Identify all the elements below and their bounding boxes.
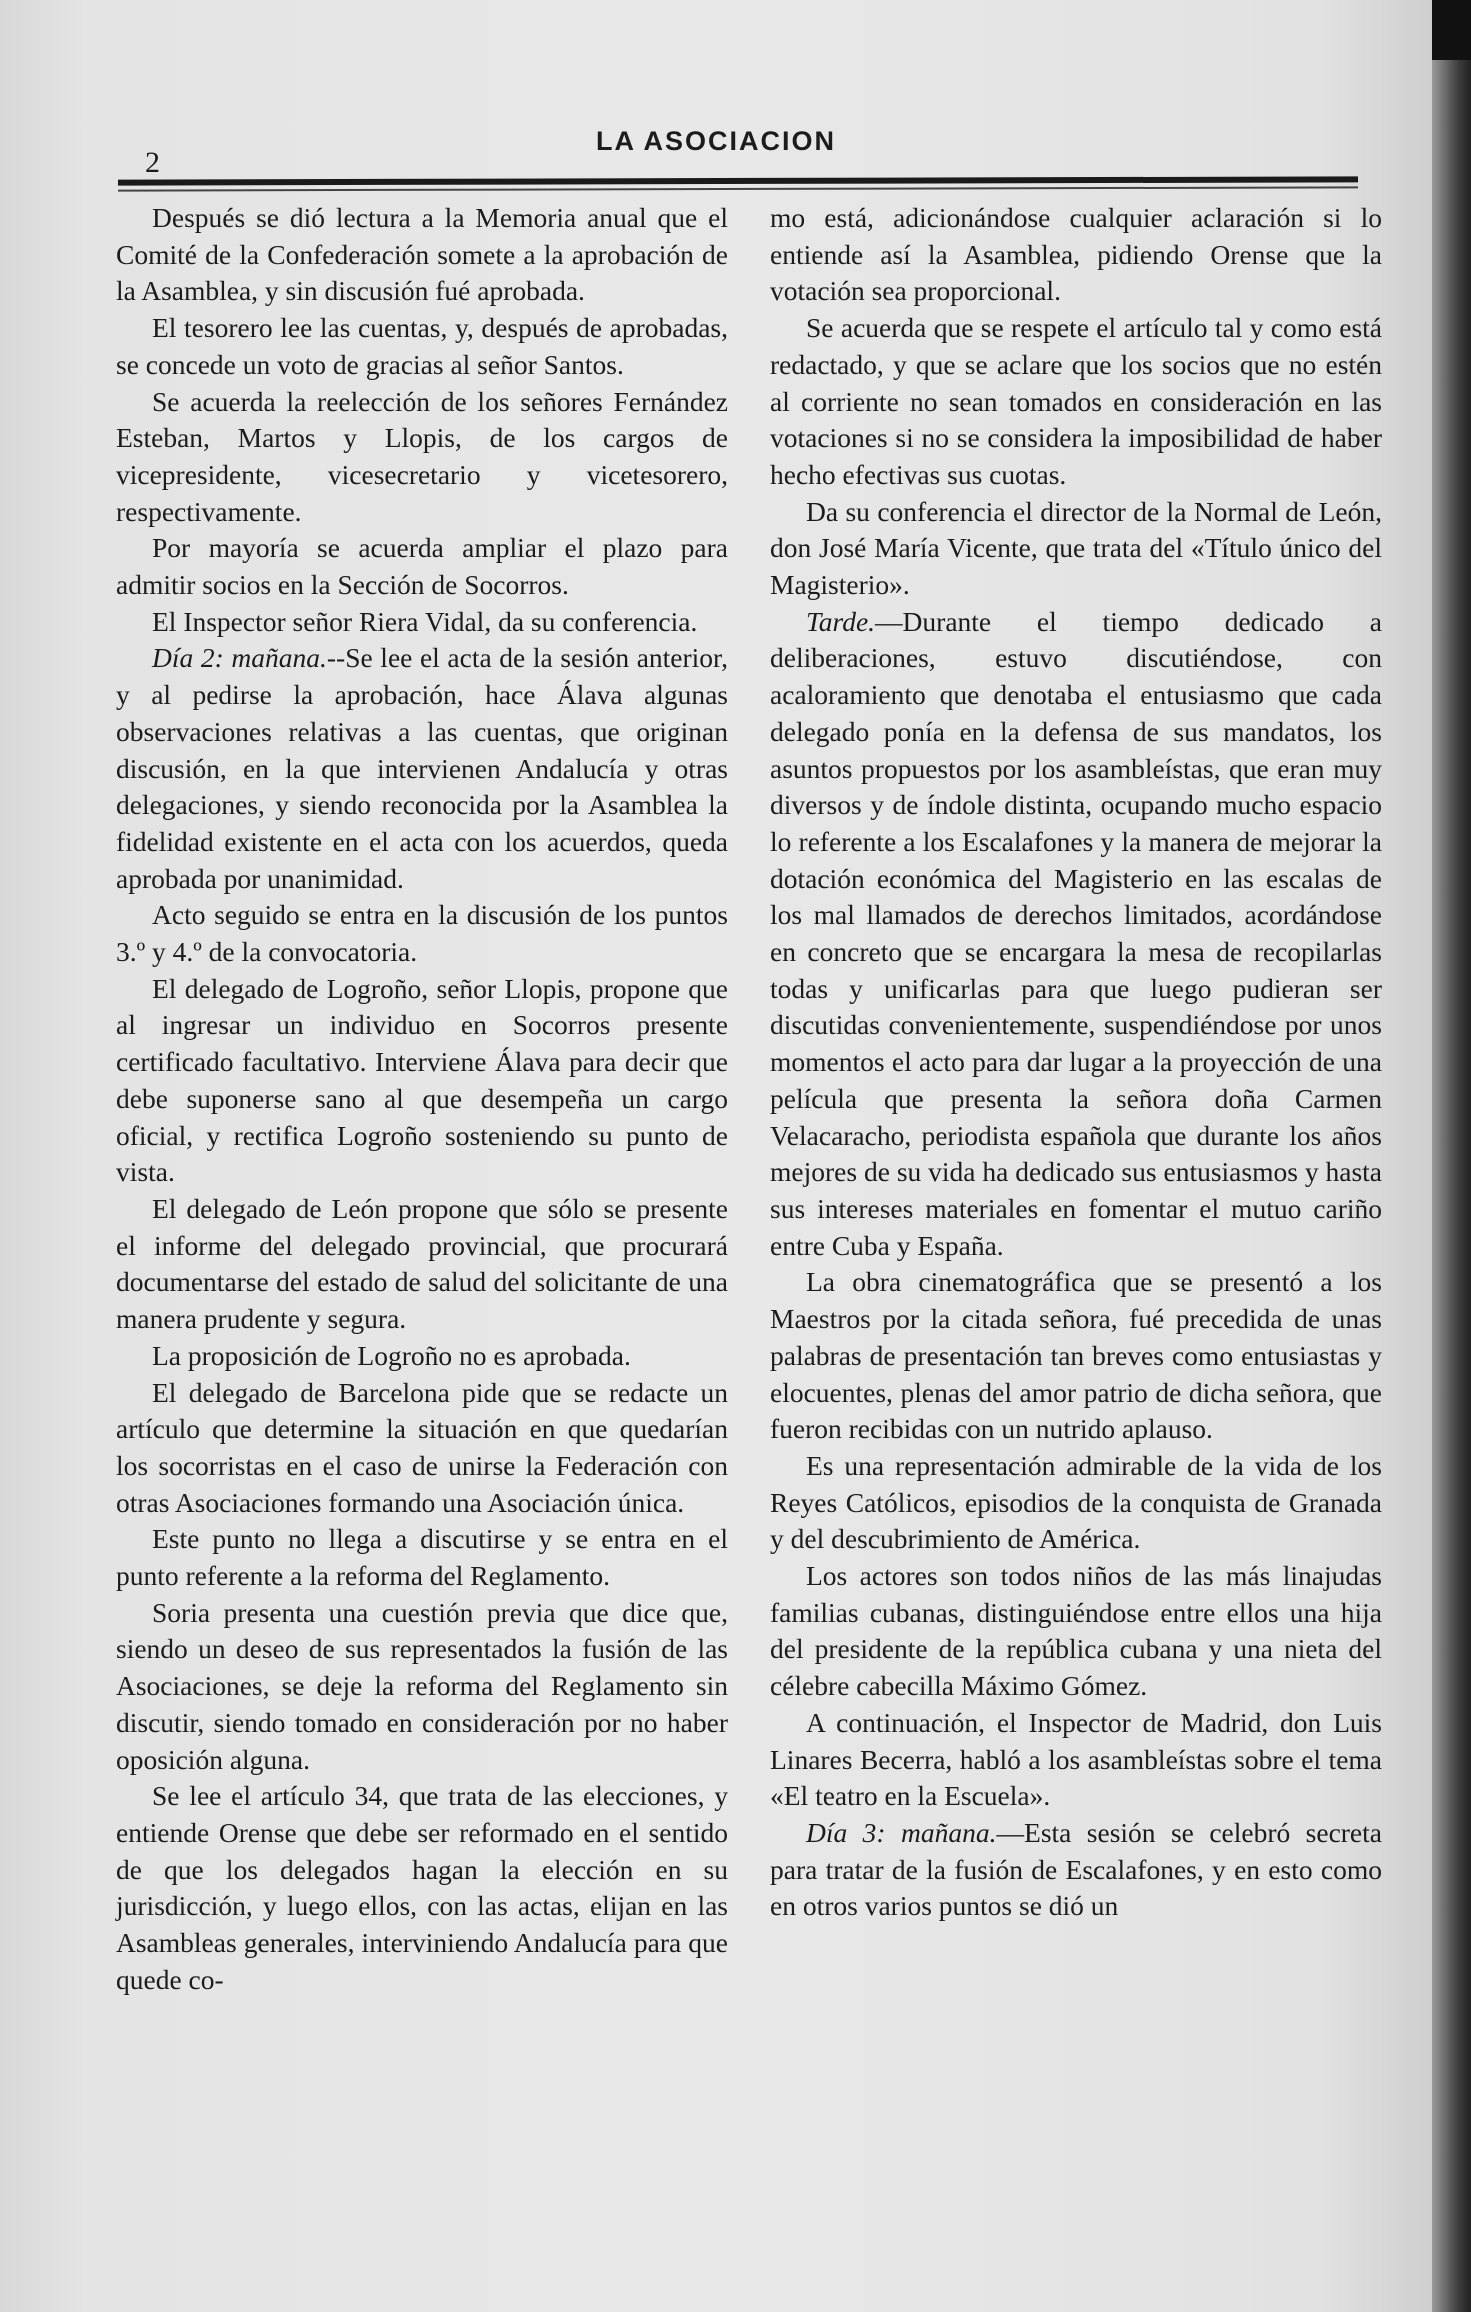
page-number: 2 — [145, 146, 160, 179]
header-rule — [118, 176, 1358, 185]
paragraph: El delegado de Barcelona pide que se redacte un artículo que determine la situación en que quedarían los socorristas en el caso de unirse la Federación con otras Asociaciones formando una Asociación única. — [116, 1376, 728, 1518]
paragraph: El tesorero lee las cuentas, y, después de aprobadas, se concede un voto de gracias al señor Santos. — [116, 312, 728, 380]
paragraph: Se acuerda la reelección de los señores Fernández Esteban, Martos y Llopis, de los cargos de vicepresidente, vicesecretario y vicetesorero, respectivamente. — [116, 385, 728, 527]
paragraph: Después se dió lectura a la Memoria anual que el Comité de la Confederación somete a la aprobación de la Asamblea, y sin discusión fué aprobada. — [116, 202, 728, 307]
paragraph-text: —Esta sesión se celebró secreta para tratar de la fusión de Escalafones, y en esto como en otros varios puntos se dió un — [770, 1816, 1382, 1922]
paragraph: El delegado de León propone que sólo se presente el informe del delegado provincial, que procurará documentarse del estado de salud del solicitante de una manera prudente y segura. — [116, 1192, 728, 1335]
right-column — [770, 200, 1382, 1925]
paragraph — [116, 640, 728, 897]
paragraph: Da su conferencia el director de la Normal de León, don José María Vicente, que trata del «Título único del Magisterio». — [770, 495, 1382, 601]
paragraph: El delegado de Logroño, señor Llopis, propone que al ingresar un individuo en Socorros presente certificado facultativo. Interviene Álava para decir que debe suponerse sano al que desempeña un cargo oficial, y rectifica Logroño sosteniendo su punto de vista. — [116, 972, 728, 1188]
paragraph: Acto seguido se entra en la discusión de los puntos 3.º y 4.º de la convocatoria. — [116, 899, 728, 968]
paragraph: Por mayoría se acuerda ampliar el plazo para admitir socios en la Sección de Socorros. — [116, 532, 728, 601]
paragraph-continued: mo está, adicionándose cualquier aclaración si lo entiende así la Asamblea, pidiendo Orense que la votación sea proporcional. — [770, 202, 1382, 307]
paragraph: Este punto no llega a discutirse y se entra en el punto referente a la reforma del Reglamento. — [116, 1523, 728, 1592]
paragraph — [770, 604, 1382, 1265]
session-heading: Tarde. — [806, 605, 876, 637]
header-rule-thin — [118, 186, 1358, 191]
scan-edge — [1432, 0, 1471, 2312]
running-head-title: LA ASOCIACION — [596, 126, 836, 156]
paragraph-text: --Se lee el acta de la sesión anterior, y al pedirse la aprobación, hace Álava algunas observaciones relativas a las cuentas, que originan discusión, en la que intervienen Andalucía y otras delegaciones, y siendo reconocida por la Asamblea la fidelidad existente en el acta con los acuerdos, queda aprobada por unanimidad. — [116, 642, 728, 894]
session-heading: Día 3: mañana. — [806, 1816, 997, 1848]
scan-corner — [1432, 0, 1471, 60]
paragraph: El Inspector señor Riera Vidal, da su conferencia. — [152, 605, 698, 637]
paragraph: Soria presenta una cuestión previa que dice que, siendo un deseo de sus representados la fusión de las Asociaciones, se deje la reforma del Reglamento sin discutir, siendo tomado en consideración por no haber oposición alguna. — [116, 1596, 728, 1775]
paragraph: La proposición de Logroño no es aprobada. — [152, 1339, 631, 1371]
paragraph: Los actores son todos niños de las más linajudas familias cubanas, distinguiéndose entre ellos una hija del presidente de la república cubana y una nieta del célebre cabecilla Máximo Gómez. — [770, 1560, 1382, 1702]
paragraph: A continuación, el Inspector de Madrid, don Luis Linares Becerra, habló a los asambleístas sobre el tema «El teatro en la Escuela». — [770, 1706, 1382, 1812]
paragraph-text: —Durante el tiempo dedicado a deliberaciones, estuvo discutiéndose, con acaloramiento que denotaba el entusiasmo que cada delegado ponía en la defensa de sus mandatos, los asuntos propuestos por los asambleístas, que eran muy diversos y de índole distinta, ocupando mucho espacio lo referente a los Escalafones y la manera de mejorar la dotación económica del Magisterio en las escalas de los mal llamados de derechos limitados, acordándose en concreto que se encargara la mesa de recopilarlas todas y unificarlas para que luego pudieran ser discutidas convenientemente, suspendiéndose por unos momentos el acto para dar lugar a la proyección de una película que presenta la señora doña Carmen Velacaracho, periodista española que durante los años mejores de su vida ha dedicado sus entusiasmos y hasta sus intereses materiales en fomentar el mutuo cariño entre Cuba y España. — [770, 605, 1382, 1261]
left-column — [116, 200, 728, 1998]
paragraph: Se acuerda que se respete el artículo tal y como está redactado, y que se aclare que los socios que no estén al corriente no sean tomados en consideración en las votaciones si no se considera la imposibilidad de haber hecho efectivas sus cuotas. — [770, 312, 1382, 490]
paragraph — [770, 1815, 1382, 1925]
paragraph: La obra cinematográfica que se presentó a los Maestros por la citada señora, fué precedida de unas palabras de presentación tan breves como entusiastas y elocuentes, plenas del amor patrio de dicha señora, que fueron recibidas con un nutrido aplauso. — [770, 1266, 1382, 1445]
session-heading: Día 2: mañana. — [152, 642, 327, 674]
paragraph: Es una representación admirable de la vida de los Reyes Católicos, episodios de la conquista de Granada y del descubrimiento de América. — [770, 1449, 1382, 1555]
paragraph: Se lee el artículo 34, que trata de las elecciones, y entiende Orense que debe ser reformado en el sentido de que los delegados hagan la elección en su jurisdicción, y luego ellos, con las actas, elijan en las Asambleas generales, interviniendo Andalucía para que quede co- — [116, 1780, 728, 1995]
